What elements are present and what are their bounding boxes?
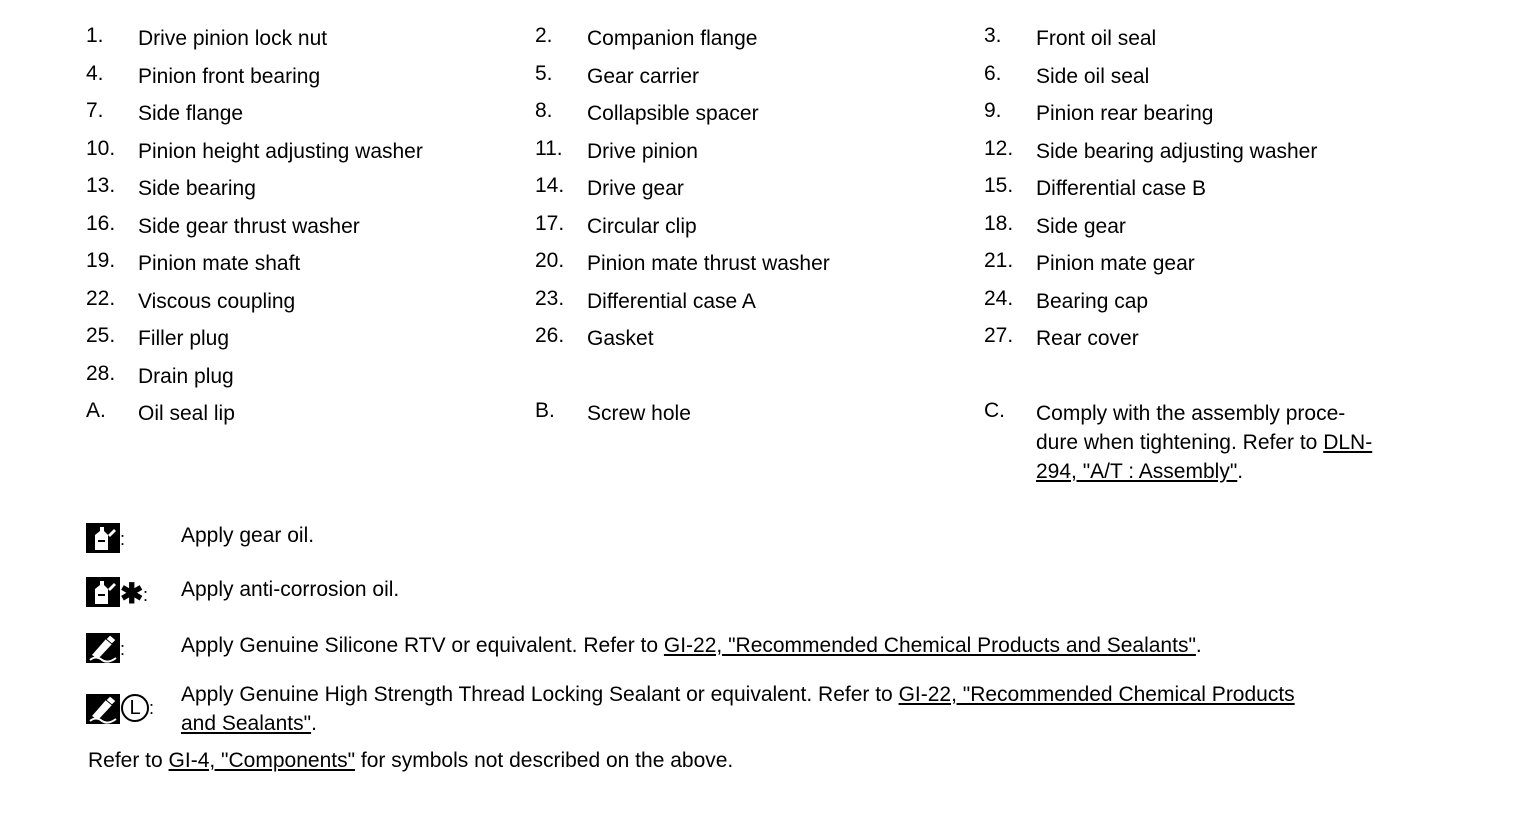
list-item [86, 287, 535, 316]
asterisk-icon: ✱ [120, 578, 144, 609]
oil-can-icon [86, 523, 120, 553]
item-number: 6. [984, 61, 1002, 85]
item-number: 19. [86, 249, 116, 272]
item-label: Drive pinion lock nut [138, 27, 328, 50]
item-label: Side gear [1036, 214, 1126, 238]
thread-lock-symbol [86, 680, 181, 738]
item-label: Side gear thrust washer [138, 214, 360, 238]
list-item [535, 287, 984, 316]
gi-4-link[interactable]: GI-4, "Components" [168, 749, 356, 772]
list-item [984, 62, 1433, 91]
oil-can-icon [86, 577, 120, 607]
component-row [86, 99, 1446, 137]
item-label: Circular clip [587, 214, 697, 238]
item-number: 17. [535, 211, 565, 235]
item-label: Viscous coupling [138, 289, 296, 313]
notes-row [86, 399, 1446, 486]
item-label: Pinion front bearing [138, 64, 321, 88]
gi-22-link[interactable]: GI-22, "Recommended Chemical Products [898, 683, 1295, 706]
list-item [86, 362, 535, 391]
item-number: 24. [984, 286, 1014, 310]
note-c-line1: Comply with the assembly proce- [1036, 402, 1346, 425]
item-number: 28. [86, 361, 116, 385]
item-number: 2. [535, 24, 553, 47]
component-list [86, 24, 1446, 399]
footer-note [88, 746, 733, 775]
item-label: Bearing cap [1036, 289, 1149, 313]
list-item [984, 249, 1433, 278]
item-label: Filler plug [138, 327, 230, 350]
item-label: Side bearing adjusting washer [1036, 139, 1318, 163]
item-number: 22. [86, 286, 116, 310]
legend-silicone [86, 631, 1436, 665]
list-item [535, 137, 984, 166]
item-label: Gasket [587, 327, 654, 350]
item-label: Pinion rear bearing [1036, 102, 1214, 125]
silicone-text [181, 631, 1436, 665]
list-item [86, 137, 535, 166]
item-label: Front oil seal [1036, 27, 1157, 50]
silicone-text-pre: Apply Genuine Silicone RTV or equivalent. Refer to [181, 634, 664, 657]
list-item [86, 99, 535, 128]
note-b-label: Screw hole [587, 402, 691, 425]
thread-lock-text [181, 680, 1436, 738]
note-c-text [1036, 399, 1424, 486]
sealant-tube-icon [86, 694, 120, 724]
legend-gear-oil [86, 521, 1436, 555]
dln-294-link-cont[interactable]: 294, "A/T : Assembly" [1036, 460, 1238, 483]
note-c-suffix: . [1237, 460, 1244, 483]
component-row [86, 324, 1446, 362]
note-c-line2: dure when tightening. Refer to [1036, 431, 1324, 454]
sealant-tube-icon [86, 633, 120, 663]
item-number: 26. [535, 324, 565, 347]
list-item [535, 62, 984, 91]
silicone-text-suffix: . [1195, 634, 1202, 657]
item-number: 11. [535, 136, 563, 160]
list-item [984, 174, 1433, 203]
item-label: Side oil seal [1036, 64, 1150, 88]
list-item [86, 212, 535, 241]
item-label: Side flange [138, 102, 244, 125]
gear-oil-text: Apply gear oil. [181, 524, 315, 547]
list-item [86, 174, 535, 203]
gear-oil-colon: : [120, 529, 126, 549]
list-item [86, 249, 535, 278]
item-label: Side bearing [138, 177, 256, 200]
gi-22-link-cont[interactable]: and Sealants" [181, 712, 312, 735]
gi-22-link[interactable]: GI-22, "Recommended Chemical Products and Sealants" [663, 634, 1196, 657]
list-item [86, 24, 535, 53]
component-row [86, 249, 1446, 287]
note-b-marker: B. [535, 399, 555, 422]
note-a-marker: A. [86, 399, 106, 422]
component-row [86, 287, 1446, 325]
item-number: 7. [86, 99, 104, 122]
item-label: Collapsible spacer [587, 102, 759, 125]
item-label: Pinion mate gear [1036, 252, 1195, 275]
item-number: 27. [984, 324, 1014, 347]
item-number: 9. [984, 99, 1002, 122]
item-label: Companion flange [587, 27, 758, 50]
footer-post: for symbols not described on the above. [355, 749, 734, 772]
circled-l-icon: L [121, 694, 149, 722]
anti-corrosion-colon: : [143, 585, 149, 605]
item-label: Drain plug [138, 364, 234, 388]
item-number: 18. [984, 211, 1014, 235]
list-item [535, 212, 984, 241]
item-label: Drive gear [587, 177, 684, 200]
list-item [535, 324, 984, 353]
item-number: 16. [86, 211, 116, 235]
legend-thread-lock [86, 680, 1436, 738]
item-number: 3. [984, 24, 1002, 47]
list-item [984, 99, 1433, 128]
component-row [86, 212, 1446, 250]
list-item [984, 287, 1433, 316]
anti-corrosion-text: Apply anti-corrosion oil. [181, 578, 400, 601]
list-item [535, 249, 984, 278]
list-item [86, 324, 535, 353]
item-label: Pinion mate shaft [138, 252, 301, 275]
item-label: Pinion height adjusting washer [138, 139, 423, 163]
item-label: Differential case A [587, 289, 756, 313]
footer-pre: Refer to [88, 749, 169, 772]
component-row [86, 174, 1446, 212]
item-label: Gear carrier [587, 64, 700, 88]
item-label: Pinion mate thrust washer [587, 252, 830, 275]
note-a-label: Oil seal lip [138, 402, 235, 425]
legend-anti-corrosion [86, 575, 1436, 609]
item-number: 25. [86, 324, 116, 347]
dln-294-link[interactable]: DLN- [1323, 431, 1373, 454]
list-item [86, 62, 535, 91]
thread-lock-colon: : [149, 698, 155, 718]
note-a [86, 399, 535, 486]
list-item [984, 24, 1433, 53]
note-b [535, 399, 984, 486]
list-item [535, 99, 984, 128]
item-label: Rear cover [1036, 327, 1139, 350]
item-number: 20. [535, 249, 565, 272]
list-item [535, 174, 984, 203]
list-item [984, 324, 1433, 353]
item-number: 4. [86, 61, 104, 85]
note-c-marker: C. [984, 399, 1005, 422]
component-row [86, 362, 1446, 400]
anti-corrosion-symbol [86, 575, 181, 609]
list-item [984, 137, 1433, 166]
item-number: 12. [984, 136, 1014, 160]
component-row [86, 137, 1446, 175]
item-number: 13. [86, 174, 116, 197]
item-label: Drive pinion [587, 139, 698, 163]
thread-lock-text-pre: Apply Genuine High Strength Thread Locking Sealant or equivalent. Refer to [181, 683, 899, 706]
gear-oil-symbol [86, 521, 181, 555]
component-row [86, 24, 1446, 62]
component-row [86, 62, 1446, 100]
item-number: 15. [984, 174, 1014, 197]
item-label: Differential case B [1036, 177, 1207, 200]
item-number: 5. [535, 61, 553, 85]
note-c [984, 399, 1424, 486]
silicone-colon: : [120, 639, 126, 659]
list-item [984, 212, 1433, 241]
item-number: 14. [535, 174, 565, 197]
list-item [535, 24, 984, 53]
thread-lock-text-suffix: . [311, 712, 317, 735]
item-number: 8. [535, 99, 553, 122]
item-number: 10. [86, 136, 116, 160]
silicone-symbol [86, 631, 181, 665]
item-number: 23. [535, 286, 565, 310]
item-number: 1. [86, 24, 104, 47]
item-number: 21. [984, 249, 1014, 272]
